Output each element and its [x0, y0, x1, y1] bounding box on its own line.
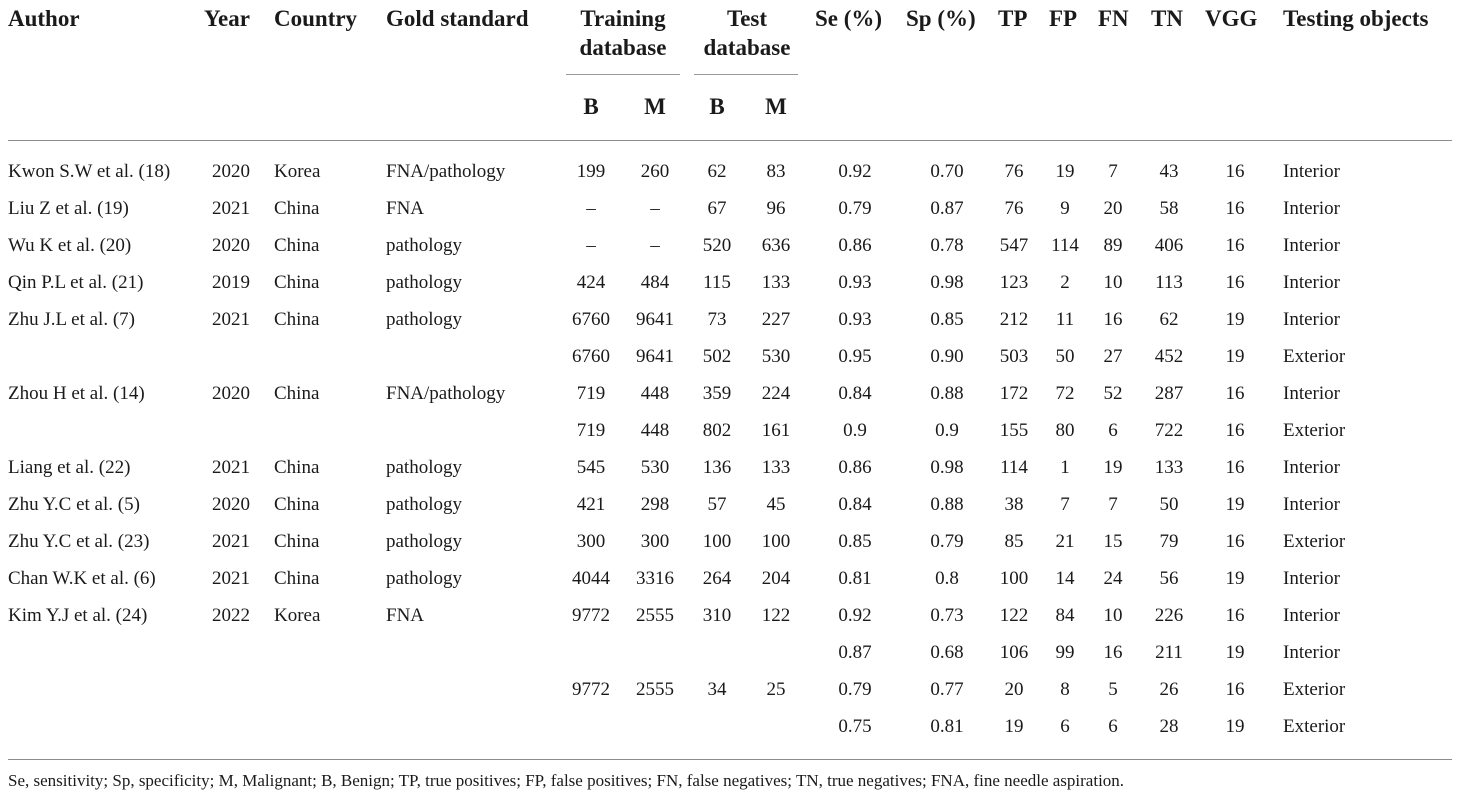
header-tp: TP: [998, 6, 1028, 31]
cell-gold: FNA: [386, 605, 425, 626]
cell-testing: Exterior: [1283, 716, 1346, 737]
cell-sp: 0.68: [930, 642, 964, 663]
table-bottom-rule: [8, 759, 1452, 760]
cell-testing: Interior: [1283, 161, 1340, 182]
cell-tn: 113: [1155, 272, 1183, 293]
cell-tn: 406: [1154, 235, 1184, 256]
cell-tp: 85: [1004, 531, 1024, 552]
cell-fp: 114: [1051, 235, 1079, 256]
subheader-test-malignant: M: [765, 94, 787, 119]
cell-train-m: 9641: [636, 346, 674, 367]
cell-test-m: 133: [761, 457, 791, 478]
header-author: Author: [8, 6, 80, 31]
cell-train-m: 484: [640, 272, 670, 293]
cell-train-b: 6760: [572, 346, 610, 367]
cell-vgg: 16: [1225, 420, 1245, 441]
cell-tn: 452: [1154, 346, 1184, 367]
cell-testing: Exterior: [1283, 531, 1346, 552]
header-fn: FN: [1098, 6, 1129, 31]
cell-sp: 0.9: [935, 420, 959, 441]
cell-train-m: 448: [640, 383, 670, 404]
cell-tn: 211: [1155, 642, 1183, 663]
cell-testing: Interior: [1283, 568, 1340, 589]
cell-fn: 7: [1108, 161, 1118, 182]
cell-se: 0.81: [838, 568, 872, 589]
cell-year: 2020: [212, 161, 250, 182]
cell-test-m: 227: [761, 309, 791, 330]
cell-train-b: 719: [576, 383, 606, 404]
cell-test-b: 502: [702, 346, 732, 367]
cell-se: 0.95: [838, 346, 872, 367]
cell-train-b: 6760: [572, 309, 610, 330]
cell-fn: 6: [1108, 716, 1118, 737]
cell-country: China: [274, 568, 320, 589]
subheader-training-benign: B: [583, 94, 599, 119]
cell-vgg: 19: [1225, 346, 1245, 367]
cell-tn: 26: [1159, 679, 1179, 700]
cell-tp: 20: [1004, 679, 1024, 700]
header-tn: TN: [1151, 6, 1183, 31]
cell-year: 2021: [212, 568, 250, 589]
cell-fn: 52: [1103, 383, 1123, 404]
cell-fn: 15: [1103, 531, 1123, 552]
cell-test-b: 100: [702, 531, 732, 552]
cell-test-b: 67: [707, 198, 727, 219]
cell-testing: Interior: [1283, 235, 1340, 256]
cell-gold: FNA/pathology: [386, 383, 506, 404]
cell-fn: 5: [1108, 679, 1118, 700]
cell-fn: 19: [1103, 457, 1123, 478]
cell-train-b: 9772: [572, 679, 610, 700]
cell-fn: 16: [1103, 642, 1123, 663]
test-group-rule: [694, 74, 798, 75]
cell-country: Korea: [274, 161, 321, 182]
cell-test-b: 73: [707, 309, 727, 330]
cell-se: 0.9: [843, 420, 867, 441]
cell-fp: 11: [1055, 309, 1075, 330]
cell-tn: 28: [1159, 716, 1179, 737]
cell-vgg: 16: [1225, 679, 1245, 700]
cell-train-m: 300: [640, 531, 670, 552]
cell-fp: 9: [1060, 198, 1070, 219]
cell-train-m: 2555: [636, 605, 674, 626]
cell-train-b: 300: [576, 531, 606, 552]
cell-tp: 100: [999, 568, 1029, 589]
cell-vgg: 16: [1225, 457, 1245, 478]
cell-train-b: 9772: [572, 605, 610, 626]
cell-test-m: 45: [766, 494, 786, 515]
cell-fn: 10: [1103, 605, 1123, 626]
cell-testing: Interior: [1283, 494, 1340, 515]
cell-se: 0.86: [838, 235, 872, 256]
cell-country: China: [274, 383, 320, 404]
cell-vgg: 19: [1225, 494, 1245, 515]
cell-author: Liang et al. (22): [8, 457, 131, 478]
cell-fn: 7: [1108, 494, 1118, 515]
cell-country: China: [274, 494, 320, 515]
cell-train-b: 719: [576, 420, 606, 441]
cell-sp: 0.88: [930, 383, 964, 404]
cell-se: 0.86: [838, 457, 872, 478]
cell-se: 0.85: [838, 531, 872, 552]
subheader-training-malignant: M: [644, 94, 666, 119]
cell-gold: pathology: [386, 457, 462, 478]
cell-fp: 7: [1060, 494, 1070, 515]
cell-author: Kim Y.J et al. (24): [8, 605, 148, 626]
cell-gold: pathology: [386, 309, 462, 330]
cell-fn: 6: [1108, 420, 1118, 441]
cell-train-b: 199: [576, 161, 606, 182]
cell-vgg: 16: [1225, 605, 1245, 626]
cell-author: Liu Z et al. (19): [8, 198, 129, 219]
cell-train-b: 545: [576, 457, 606, 478]
cell-vgg: 16: [1225, 531, 1245, 552]
cell-se: 0.79: [838, 679, 872, 700]
cell-test-m: 530: [761, 346, 791, 367]
cell-country: China: [274, 531, 320, 552]
cell-train-m: 298: [640, 494, 670, 515]
cell-train-b: 4044: [572, 568, 610, 589]
subheader-test-benign: B: [709, 94, 725, 119]
cell-se: 0.92: [838, 161, 872, 182]
cell-test-m: 636: [761, 235, 791, 256]
cell-author: Zhou H et al. (14): [8, 383, 145, 404]
cell-author: Chan W.K et al. (6): [8, 568, 156, 589]
cell-train-m: 448: [640, 420, 670, 441]
cell-sp: 0.81: [930, 716, 964, 737]
cell-tp: 172: [999, 383, 1029, 404]
cell-gold: pathology: [386, 568, 462, 589]
header-year: Year: [204, 6, 250, 31]
cell-tp: 547: [999, 235, 1029, 256]
cell-year: 2021: [212, 457, 250, 478]
cell-vgg: 19: [1225, 642, 1245, 663]
cell-gold: FNA/pathology: [386, 161, 506, 182]
cell-fp: 14: [1055, 568, 1075, 589]
header-sp: Sp (%): [906, 6, 976, 31]
cell-tp: 122: [999, 605, 1029, 626]
cell-test-b: 359: [702, 383, 732, 404]
cell-tn: 62: [1159, 309, 1179, 330]
cell-vgg: 16: [1225, 198, 1245, 219]
cell-vgg: 19: [1225, 568, 1245, 589]
cell-country: China: [274, 198, 320, 219]
cell-se: 0.84: [838, 494, 872, 515]
cell-year: 2020: [212, 383, 250, 404]
cell-fp: 6: [1060, 716, 1070, 737]
cell-author: Kwon S.W et al. (18): [8, 161, 171, 182]
cell-tn: 133: [1154, 457, 1184, 478]
cell-vgg: 16: [1225, 272, 1245, 293]
cell-year: 2019: [212, 272, 250, 293]
cell-fp: 72: [1055, 383, 1075, 404]
cell-train-b: 421: [576, 494, 606, 515]
cell-train-m: –: [650, 235, 660, 256]
cell-se: 0.92: [838, 605, 872, 626]
cell-country: Korea: [274, 605, 321, 626]
cell-test-m: 224: [761, 383, 791, 404]
header-vgg: VGG: [1205, 6, 1258, 31]
cell-fp: 1: [1060, 457, 1070, 478]
cell-sp: 0.98: [930, 457, 964, 478]
cell-testing: Interior: [1283, 642, 1340, 663]
cell-testing: Exterior: [1283, 346, 1346, 367]
cell-test-m: 100: [761, 531, 791, 552]
cell-country: China: [274, 272, 320, 293]
cell-testing: Interior: [1283, 309, 1340, 330]
cell-testing: Interior: [1283, 198, 1340, 219]
cell-tn: 43: [1159, 161, 1179, 182]
cell-tn: 722: [1154, 420, 1184, 441]
cell-tp: 38: [1004, 494, 1024, 515]
cell-sp: 0.8: [935, 568, 959, 589]
cell-fp: 19: [1055, 161, 1075, 182]
cell-tn: 58: [1159, 198, 1179, 219]
cell-sp: 0.87: [930, 198, 964, 219]
cell-sp: 0.85: [930, 309, 964, 330]
cell-train-b: 424: [576, 272, 606, 293]
cell-testing: Interior: [1283, 457, 1340, 478]
cell-sp: 0.78: [930, 235, 964, 256]
cell-testing: Interior: [1283, 605, 1340, 626]
cell-year: 2022: [212, 605, 250, 626]
cell-train-b: –: [586, 235, 596, 256]
cell-train-m: –: [650, 198, 660, 219]
cell-tn: 287: [1154, 383, 1184, 404]
cell-se: 0.93: [838, 309, 872, 330]
cell-test-b: 57: [707, 494, 727, 515]
cell-tn: 226: [1154, 605, 1184, 626]
cell-test-b: 802: [702, 420, 732, 441]
cell-sp: 0.88: [930, 494, 964, 515]
cell-country: China: [274, 457, 320, 478]
cell-test-b: 62: [707, 161, 727, 182]
cell-train-b: –: [586, 198, 596, 219]
cell-year: 2021: [212, 309, 250, 330]
cell-fn: 20: [1103, 198, 1123, 219]
cell-test-b: 136: [702, 457, 732, 478]
header-se: Se (%): [815, 6, 883, 31]
header-country: Country: [274, 6, 358, 31]
cell-train-m: 530: [640, 457, 670, 478]
cell-author: Zhu Y.C et al. (5): [8, 494, 140, 515]
cell-fn: 89: [1103, 235, 1123, 256]
cell-fp: 84: [1055, 605, 1075, 626]
cell-fp: 8: [1060, 679, 1070, 700]
cell-tp: 76: [1004, 161, 1024, 182]
cell-se: 0.84: [838, 383, 872, 404]
cell-tp: 123: [999, 272, 1029, 293]
cell-test-b: 264: [702, 568, 732, 589]
cell-author: Qin P.L et al. (21): [8, 272, 144, 293]
header-training-database-line2: database: [579, 35, 667, 60]
header-fp: FP: [1049, 6, 1078, 31]
cell-fp: 21: [1055, 531, 1075, 552]
cell-author: Zhu J.L et al. (7): [8, 309, 135, 330]
cell-se: 0.87: [838, 642, 872, 663]
cell-author: Wu K et al. (20): [8, 235, 132, 256]
cell-train-m: 2555: [636, 679, 674, 700]
cell-test-b: 115: [703, 272, 731, 293]
cell-test-m: 122: [761, 605, 791, 626]
header-test-database-line2: database: [703, 35, 791, 60]
cell-tn: 79: [1159, 531, 1179, 552]
cell-tp: 212: [999, 309, 1029, 330]
cell-test-m: 25: [766, 679, 786, 700]
cell-vgg: 19: [1225, 309, 1245, 330]
cell-tp: 155: [999, 420, 1029, 441]
cell-sp: 0.79: [930, 531, 964, 552]
cell-test-m: 204: [761, 568, 791, 589]
cell-author: Zhu Y.C et al. (23): [8, 531, 150, 552]
cell-year: 2020: [212, 235, 250, 256]
cell-train-m: 9641: [636, 309, 674, 330]
cell-country: China: [274, 309, 320, 330]
cell-sp: 0.70: [930, 161, 964, 182]
cell-tn: 56: [1159, 568, 1179, 589]
cell-fn: 16: [1103, 309, 1123, 330]
cell-gold: FNA: [386, 198, 425, 219]
cell-vgg: 16: [1225, 161, 1245, 182]
cell-test-b: 310: [702, 605, 732, 626]
cell-fp: 80: [1055, 420, 1075, 441]
cell-train-m: 3316: [636, 568, 674, 589]
cell-test-m: 83: [766, 161, 786, 182]
cell-train-m: 260: [640, 161, 670, 182]
cell-sp: 0.73: [930, 605, 964, 626]
header-gold-standard: Gold standard: [386, 6, 529, 31]
training-group-rule: [566, 74, 680, 75]
cell-gold: pathology: [386, 531, 462, 552]
cell-fp: 2: [1060, 272, 1070, 293]
cell-tp: 76: [1004, 198, 1024, 219]
cell-test-m: 161: [761, 420, 791, 441]
cell-year: 2021: [212, 198, 250, 219]
header-rule: [8, 140, 1452, 141]
header-training-database-line1: Training: [580, 6, 666, 31]
cell-test-b: 34: [707, 679, 727, 700]
cell-year: 2020: [212, 494, 250, 515]
cell-fn: 24: [1103, 568, 1123, 589]
cell-year: 2021: [212, 531, 250, 552]
cell-test-m: 96: [766, 198, 786, 219]
cell-country: China: [274, 235, 320, 256]
cell-test-m: 133: [761, 272, 791, 293]
header-testing-objects: Testing objects: [1283, 6, 1429, 31]
cell-se: 0.93: [838, 272, 872, 293]
cell-test-b: 520: [702, 235, 732, 256]
cell-fp: 99: [1055, 642, 1075, 663]
cell-tp: 114: [1000, 457, 1028, 478]
cell-tp: 19: [1004, 716, 1024, 737]
cell-tp: 503: [999, 346, 1029, 367]
cell-gold: pathology: [386, 494, 462, 515]
cell-sp: 0.98: [930, 272, 964, 293]
cell-vgg: 16: [1225, 383, 1245, 404]
cell-vgg: 16: [1225, 235, 1245, 256]
table-footnote: Se, sensitivity; Sp, specificity; M, Malignant; B, Benign; TP, true positives; FP, false positives; FN, false negatives; TN, true negatives; FNA, fine needle aspiration.: [8, 771, 1125, 790]
cell-testing: Exterior: [1283, 679, 1346, 700]
cell-se: 0.75: [838, 716, 872, 737]
header-test-database-line1: Test: [726, 6, 768, 31]
cell-testing: Exterior: [1283, 420, 1346, 441]
cell-fp: 50: [1055, 346, 1075, 367]
cell-sp: 0.90: [930, 346, 964, 367]
cell-se: 0.79: [838, 198, 872, 219]
cell-gold: pathology: [386, 272, 462, 293]
cell-fn: 10: [1103, 272, 1123, 293]
cell-testing: Interior: [1283, 272, 1340, 293]
cell-tp: 106: [999, 642, 1029, 663]
cell-testing: Interior: [1283, 383, 1340, 404]
cell-fn: 27: [1103, 346, 1123, 367]
cell-sp: 0.77: [930, 679, 964, 700]
cell-gold: pathology: [386, 235, 462, 256]
cell-tn: 50: [1159, 494, 1179, 515]
cell-vgg: 19: [1225, 716, 1245, 737]
